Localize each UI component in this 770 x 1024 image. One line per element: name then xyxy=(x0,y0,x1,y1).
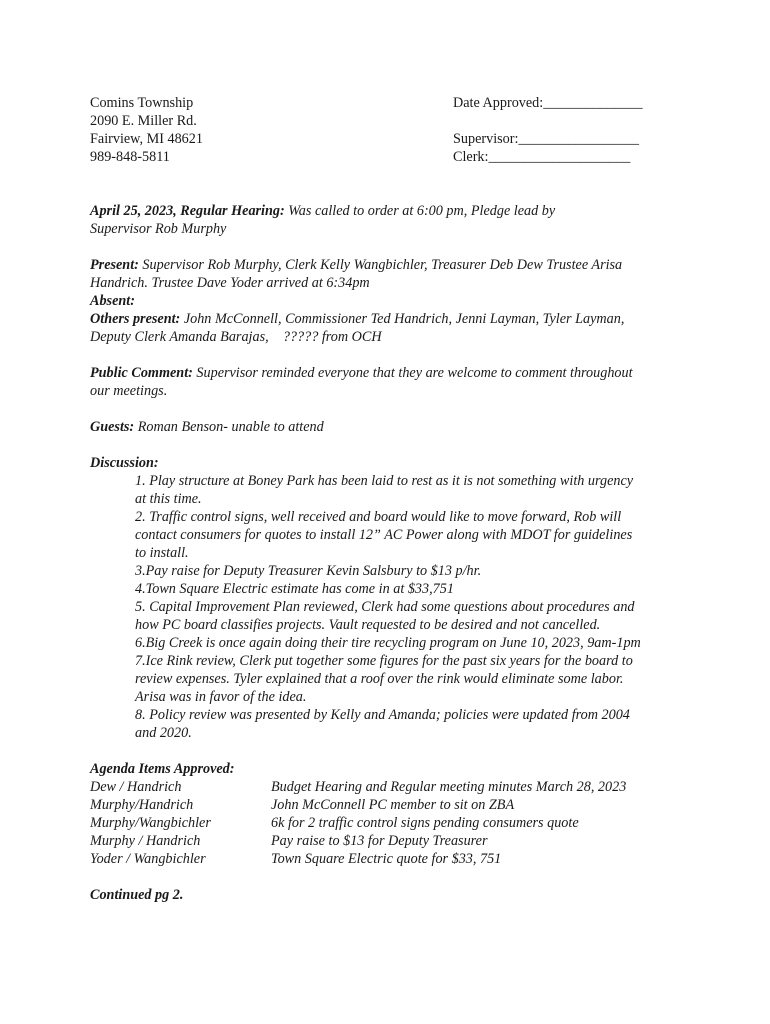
guests-text: Roman Benson- unable to attend xyxy=(134,419,324,435)
agenda-motion: Murphy/Handrich xyxy=(90,797,194,813)
date-approved-field: Date Approved:______________ xyxy=(453,95,643,111)
discussion-line: 5. Capital Improvement Plan reviewed, Clerk had some questions about procedures and xyxy=(135,599,635,615)
agenda-label: Agenda Items Approved: xyxy=(90,761,235,777)
public-comment-label: Public Comment: xyxy=(90,365,193,381)
meeting-text-line2: Supervisor Rob Murphy xyxy=(90,221,227,237)
discussion-line: 8. Policy review was presented by Kelly and Amanda; policies were updated from 2004 xyxy=(135,707,630,723)
agenda-motion: Murphy / Handrich xyxy=(90,833,201,849)
discussion-line: 4.Town Square Electric estimate has come in at $33,751 xyxy=(135,581,454,597)
discussion-line: 3.Pay raise for Deputy Treasurer Kevin Salsbury to $13 p/hr. xyxy=(135,563,482,579)
guests-label: Guests: xyxy=(90,419,135,435)
discussion-line: at this time. xyxy=(135,491,202,507)
meeting-heading: April 25, 2023, Regular Hearing: xyxy=(90,203,285,219)
public-comment-line2: our meetings. xyxy=(90,383,168,399)
discussion-line: contact consumers for quotes to install 12” AC Power along with MDOT for guidelines xyxy=(135,527,633,543)
agenda-item: Town Square Electric quote for $33, 751 xyxy=(271,851,502,867)
agenda-item: John McConnell PC member to sit on ZBA xyxy=(271,797,515,813)
discussion-list xyxy=(90,472,690,742)
continued-note xyxy=(90,886,690,904)
attendance-section xyxy=(90,256,690,346)
meeting-call-to-order xyxy=(90,202,690,238)
present-line1: Supervisor Rob Murphy, Clerk Kelly Wangbichler, Treasurer Deb Dew Trustee Arisa xyxy=(138,257,623,273)
guests-section xyxy=(90,418,690,436)
agenda-item: Pay raise to $13 for Deputy Treasurer xyxy=(271,833,488,849)
public-comment-section xyxy=(90,364,690,400)
minutes-body xyxy=(90,202,690,922)
discussion-line: review expenses. Tyler explained that a roof over the rink would eliminate some labor. xyxy=(135,671,624,687)
agenda-motion: Yoder / Wangbichler xyxy=(90,851,206,867)
discussion-section xyxy=(90,454,690,742)
agenda-item: 6k for 2 traffic control signs pending consumers quote xyxy=(271,815,579,831)
approval-block xyxy=(453,94,643,166)
org-name: Comins Township xyxy=(90,95,194,111)
clerk-signature-field: Clerk:____________________ xyxy=(453,149,631,165)
others-line2: Deputy Clerk Amanda Barajas, ????? from OCH xyxy=(90,329,382,345)
discussion-label: Discussion: xyxy=(90,455,159,471)
absent-label: Absent: xyxy=(90,293,135,309)
discussion-line: to install. xyxy=(135,545,189,561)
phone-number: 989-848-5811 xyxy=(90,149,170,165)
agenda-table xyxy=(90,778,690,868)
discussion-line: how PC board classifies projects. Vault requested to be desired and not cancelled. xyxy=(135,617,601,633)
others-line1: John McConnell, Commissioner Ted Handrich, Jenni Layman, Tyler Layman, xyxy=(180,311,625,327)
discussion-line: 6.Big Creek is once again doing their tire recycling program on June 10, 2023, 9am-1pm xyxy=(135,635,641,651)
township-address-block xyxy=(90,94,203,166)
meeting-text-line1: Was called to order at 6:00 pm, Pledge lead by xyxy=(284,203,556,219)
others-present-label: Others present: xyxy=(90,311,181,327)
discussion-line: 7.Ice Rink review, Clerk put together some figures for the past six years for the board to xyxy=(135,653,633,669)
discussion-line: Arisa was in favor of the idea. xyxy=(135,689,307,705)
agenda-motion: Dew / Handrich xyxy=(90,779,182,795)
continued-label: Continued pg 2. xyxy=(90,887,184,903)
public-comment-line1: Supervisor reminded everyone that they are welcome to comment throughout xyxy=(192,365,633,381)
discussion-line: 1. Play structure at Boney Park has been laid to rest as it is not something with urgency xyxy=(135,473,634,489)
address-line: 2090 E. Miller Rd. xyxy=(90,113,197,129)
agenda-motion: Murphy/Wangbichler xyxy=(90,815,211,831)
discussion-line: 2. Traffic control signs, well received and board would like to move forward, Rob will xyxy=(135,509,622,525)
agenda-item: Budget Hearing and Regular meeting minutes March 28, 2023 xyxy=(271,779,627,795)
present-line2: Handrich. Trustee Dave Yoder arrived at 6:34pm xyxy=(90,275,370,291)
present-label: Present: xyxy=(90,257,139,273)
discussion-line: and 2020. xyxy=(135,725,192,741)
agenda-section xyxy=(90,760,690,868)
supervisor-signature-field: Supervisor:_________________ xyxy=(453,131,640,147)
city-line: Fairview, MI 48621 xyxy=(90,131,203,147)
